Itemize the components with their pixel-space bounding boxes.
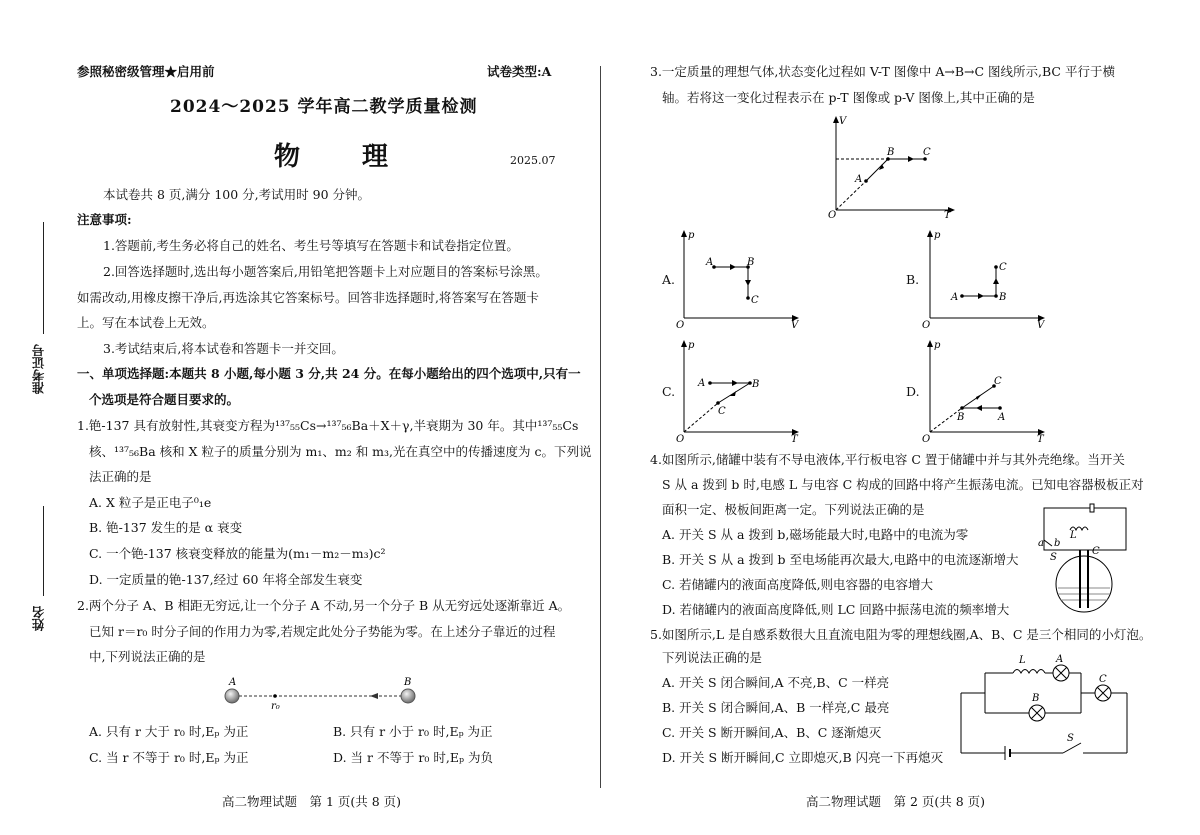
q1-option-b: B. 铯-137 发生的是 α 衰变 [89, 520, 243, 535]
q5-option-a: A. 开关 S 闭合瞬间,A 不亮,B、C 一样亮 [662, 675, 890, 690]
q3-option-d-graph [922, 340, 1049, 445]
q2-option-b: B. 只有 r 小于 r₀ 时,Eₚ 为正 [333, 724, 493, 739]
q3-stem-1: 3.一定质量的理想气体,状态变化过程如 V-T 图像中 A→B→C 图线所示,BC 平行于横 [650, 64, 1115, 79]
svg-text:A: A [1056, 654, 1064, 665]
svg-text:T: T [1037, 434, 1044, 445]
switch-s-icon-2 [1063, 743, 1081, 753]
molecule-b [401, 689, 415, 703]
svg-text:V: V [791, 320, 799, 331]
notes-heading: 注意事项: [77, 212, 132, 227]
exam-title: 2024～2025 学年高二教学质量检测 [170, 97, 478, 117]
battery-icon [1090, 504, 1094, 512]
q2-option-d: D. 当 r 不等于 r₀ 时,Eₚ 为负 [333, 750, 493, 765]
q3-option-d-label: D. [906, 384, 920, 399]
q5-option-d: D. 开关 S 断开瞬间,C 立即熄灭,B 闪亮一下再熄灭 [662, 750, 944, 765]
vt-b-label: B [887, 147, 895, 158]
q3-option-a-graph [678, 230, 803, 330]
q3-option-b-label: B. [906, 272, 920, 287]
vt-x-label: T [944, 210, 951, 221]
opta-point-c [746, 296, 750, 300]
vt-graph [828, 116, 958, 221]
svg-text:O: O [676, 434, 685, 445]
q1-stem-1: 1.铯-137 具有放射性,其衰变方程为¹³⁷₅₅Cs→¹³⁷₅₆Ba＋X＋γ,半衰期为 30 年。其中¹³⁷₅₅Cs [77, 418, 579, 433]
svg-text:p: p [934, 340, 941, 351]
molecule-a-label: A [229, 677, 237, 688]
q3-option-b-graph [924, 230, 1049, 330]
section1-heading: 一、单项选择题:本题共 8 小题,每小题 3 分,共 24 分。在每小题给出的四个选项中,只有一 [77, 366, 581, 381]
note-1: 1.答题前,考生务必将自己的姓名、考生号等填写在答题卡和试卷指定位置。 [103, 238, 519, 253]
svg-text:O: O [922, 434, 931, 445]
page-divider [600, 66, 601, 788]
svg-text:p: p [934, 230, 941, 241]
svg-text:O: O [676, 320, 685, 331]
q4-option-c: C. 若储罐内的液面高度降低,则电容器的电容增大 [662, 577, 934, 592]
rl-circuit-diagram [955, 655, 1145, 765]
q3-option-a-label: A. [662, 272, 676, 287]
section1-heading-2: 个选项是符合题目要求的。 [89, 392, 240, 407]
lc-tank-diagram [1040, 500, 1130, 615]
svg-text:O: O [922, 320, 931, 331]
svg-text:B: B [752, 379, 760, 390]
switch-s-icon [1044, 540, 1052, 546]
note-2b: 如需改动,用橡皮擦干净后,再选涂其它答案标号。回答非选择题时,将答案写在答题卡 [77, 290, 539, 305]
molecule-b-label: B [404, 677, 412, 688]
q2-stem-3: 中,下列说法正确的是 [89, 649, 206, 664]
q5-option-c: C. 开关 S 断开瞬间,A、B、C 逐渐熄灭 [662, 725, 882, 740]
footer-page-2: 高二物理试题 第 2 页(共 8 页) [806, 794, 986, 809]
paper-type: 试卷类型:A [487, 64, 552, 79]
svg-text:C: C [751, 295, 759, 306]
svg-text:p: p [688, 230, 695, 241]
q2-option-c: C. 当 r 不等于 r₀ 时,Eₚ 为正 [89, 750, 249, 765]
q5-option-b: B. 开关 S 闭合瞬间,A、B 一样亮,C 最亮 [662, 700, 890, 715]
q4-stem-2: S 从 a 拨到 b 时,电感 L 与电容 C 构成的回路中将产生振荡电流。已知电容器极板正对 [662, 477, 1144, 492]
q2-stem-1: 2.两个分子 A、B 相距无穷远,让一个分子 A 不动,另一个分子 B 从无穷远处逐渐靠近 A。 [77, 598, 571, 613]
svg-text:p: p [688, 340, 695, 351]
vt-y-label: V [839, 116, 847, 127]
q4-option-b: B. 开关 S 从 a 拨到 b 至电场能再次最大,电路中的电流逐渐增大 [662, 552, 1019, 567]
q1-option-c: C. 一个铯-137 核衰变释放的能量为(m₁－m₂－m₃)c² [89, 546, 386, 561]
vt-origin-label: O [828, 210, 837, 221]
arrow-left-icon [370, 693, 378, 699]
svg-text:b: b [1054, 538, 1061, 549]
binding-line-2 [43, 506, 44, 596]
q3-option-c-label: C. [662, 384, 676, 399]
q1-stem-2: 核、¹³⁷₅₆Ba 核和 X 粒子的质量分别为 m₁、m₂ 和 m₃,光在真空中的传播速度为 c。下列说 [89, 444, 592, 459]
svg-text:A: A [951, 292, 959, 303]
note-2c: 上。写在本试卷上无效。 [77, 315, 215, 330]
q4-stem-3: 面积一定、极板间距离一定。下列说法正确的是 [662, 502, 925, 517]
svg-text:V: V [1037, 320, 1045, 331]
svg-text:C: C [718, 406, 726, 417]
q3-stem-2: 轴。若将这一变化过程表示在 p-T 图像或 p-V 图像上,其中正确的是 [662, 90, 1035, 105]
svg-text:S: S [1050, 552, 1057, 563]
svg-text:A: A [706, 257, 714, 268]
exam-date: 2025.07 [510, 154, 556, 167]
q4-option-a: A. 开关 S 从 a 拨到 b,磁场能最大时,电路中的电流为零 [662, 527, 969, 542]
q4-stem-1: 4.如图所示,储罐中装有不导电液体,平行板电容 C 置于储罐中并与其外壳绝缘。当开关 [650, 452, 1125, 467]
q5-stem-1: 5.如图所示,L 是自感系数很大且直流电阻为零的理想线圈,A、B、C 是三个相同的小灯泡。 [650, 627, 1152, 642]
binding-line-1 [43, 222, 44, 334]
svg-text:B: B [1032, 693, 1040, 704]
name-label: 姓名 [31, 606, 46, 631]
q1-option-d: D. 一定质量的铯-137,经过 60 年将全部发生衰变 [89, 572, 363, 587]
svg-text:B: B [957, 412, 965, 423]
note-2a: 2.回答选择题时,选出每小题答案后,用铅笔把答题卡上对应题目的答案标号涂黑。 [103, 264, 548, 279]
q1-stem-3: 法正确的是 [89, 469, 152, 484]
q1-option-a: A. X 粒子是正电子⁰₁e [89, 495, 212, 510]
intro-text: 本试卷共 8 页,满分 100 分,考试用时 90 分钟。 [103, 187, 371, 202]
exam-number-label: 准考证号 [31, 344, 46, 394]
svg-text:C: C [1092, 546, 1100, 557]
vt-a-label: A [855, 174, 863, 185]
svg-text:C: C [1099, 674, 1107, 685]
subject-title: 物 理 [274, 142, 407, 172]
vt-point-a [864, 179, 868, 183]
svg-text:a: a [1038, 538, 1044, 549]
svg-text:A: A [698, 378, 706, 389]
svg-text:S: S [1067, 733, 1074, 744]
svg-text:L: L [1070, 530, 1077, 541]
r0-label: r₀ [271, 701, 280, 712]
svg-text:T: T [791, 434, 798, 445]
tank-icon [1056, 556, 1112, 612]
q3-option-c-graph [676, 340, 803, 445]
svg-text:B: B [747, 257, 755, 268]
secret-label: 参照秘密级管理★启用前 [77, 64, 215, 79]
molecule-a [225, 689, 239, 703]
svg-text:C: C [999, 262, 1007, 273]
footer-page-1: 高二物理试题 第 1 页(共 8 页) [222, 794, 402, 809]
q4-option-d: D. 若储罐内的液面高度降低,则 LC 回路中振荡电流的频率增大 [662, 602, 1010, 617]
r0-point [273, 694, 277, 698]
svg-text:A: A [998, 412, 1006, 423]
molecule-diagram [220, 678, 420, 714]
q5-stem-2: 下列说法正确的是 [662, 650, 763, 665]
vt-c-label: C [923, 147, 931, 158]
svg-text:L: L [1019, 655, 1026, 666]
coil-l-icon [1013, 670, 1045, 674]
q2-stem-2: 已知 r＝r₀ 时分子间的作用力为零,若规定此处分子势能为零。在上述分子靠近的过程 [89, 624, 556, 639]
svg-text:B: B [999, 292, 1007, 303]
note-3: 3.考试结束后,将本试卷和答题卡一并交回。 [103, 341, 344, 356]
svg-text:C: C [994, 376, 1002, 387]
q2-option-a: A. 只有 r 大于 r₀ 时,Eₚ 为正 [89, 724, 249, 739]
